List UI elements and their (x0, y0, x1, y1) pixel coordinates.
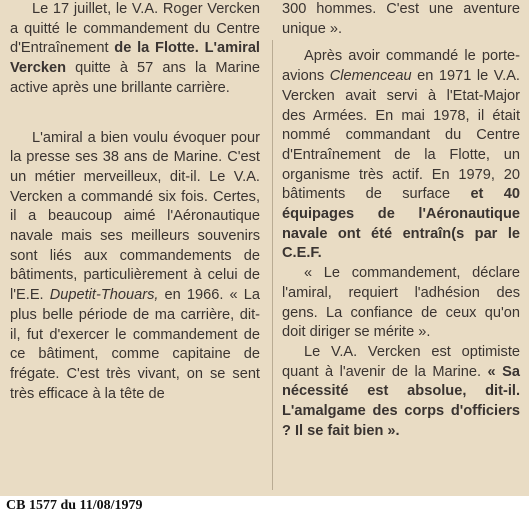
career-text-start: L'amiral a bien voulu évoquer pour la presse ses 38 ans de Marine. C'est un métier merveilleux, dit-il. Le V.A. Vercken a commandé six fois. Certes, il a beaucoup aimé l'Aéronautique navale mais ses meilleurs souvenirs sont liés aux commandements de bâtiments, particulièrement à celui de l'E.E. (10, 129, 260, 304)
paragraph-spacer (10, 99, 260, 129)
article-column-right (282, 0, 520, 441)
quote-command-text: « Le commandement, déclare l'amiral, requiert l'adhésion des gens. La confiance de ceux qu'on doit diriger se mérite ». (282, 265, 520, 341)
ship-name-dupetit-thouars: Dupetit-Thouars, (49, 287, 159, 304)
career-text-continued: 300 hommes. C'est une aventure unique ». (282, 1, 520, 37)
paragraph-career (10, 129, 260, 405)
paragraph-quote-command (282, 264, 520, 343)
article-column-left (10, 0, 260, 404)
paragraph-commands (282, 47, 520, 264)
column-divider (272, 40, 273, 490)
paragraph-outlook (282, 343, 520, 442)
commands-text-middle: en 1971 le V.A. Vercken avait servi à l'Etat-Major des Armées. En mai 1978, il était nommé commandant du Centre d'Entraînement de la Flotte, un organisme très actif. En 1979, 20 bâtiments de surface (282, 68, 520, 203)
paragraph-spacer (282, 39, 520, 47)
career-text-end: en 1966. « La plus belle période de ma carrière, dit-il, fut d'exercer le commandement de ce bâtiment, comme capitaine de frégate. C'est très vivant, on se sent très efficace à la tête de (10, 287, 260, 402)
outlook-text-start: Le V.A. Vercken est optimiste quant à l'avenir de la Marine. (282, 343, 520, 380)
intro-text-end: quitte à 57 ans la Marine active après une brillante carrière. (10, 60, 260, 96)
outlook-text-bold: « Sa nécessité est absolue, dit-il. L'amalgame des corps d'officiers ? Il se fait bien ». (282, 363, 520, 439)
source-caption: CB 1577 du 11/08/1979 (6, 498, 143, 513)
paragraph-career-continued (282, 0, 520, 39)
intro-text-bold: de la Flotte. L'amiral Vercken (10, 40, 260, 77)
commands-text-start: Après avoir commandé le porte-avions (282, 48, 520, 85)
commands-text-bold: et 40 équipages de l'Aéronautique navale ont été entraîn(s par le C.E.F. (282, 186, 521, 262)
paragraph-intro (10, 0, 260, 99)
intro-text-start: Le 17 juillet, le V.A. Roger Vercken a quitté le commandement du Centre d'Entraînement (10, 1, 260, 57)
ship-name-clemenceau: Clemenceau (329, 68, 412, 85)
